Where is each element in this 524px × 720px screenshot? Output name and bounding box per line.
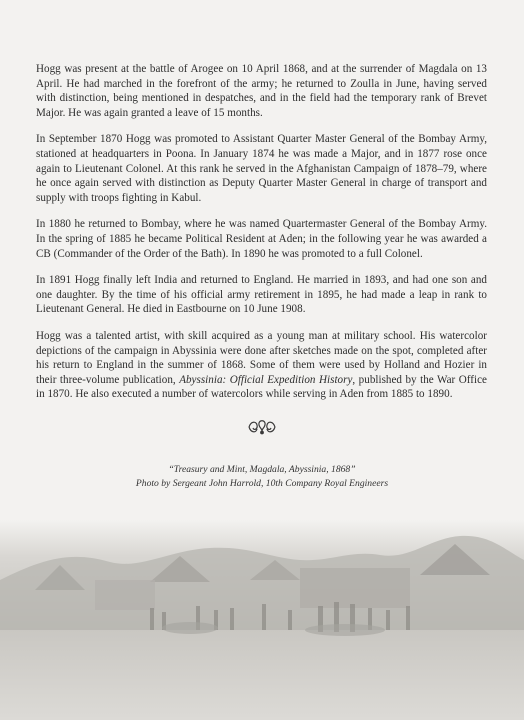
- ornament-icon: [247, 419, 277, 435]
- paragraph-3-text: In 1880 he returned to Bombay, where he was named Quartermaster General of the Bombay Army. In the spring of 1885 he became Political Resident at Aden; in the following year he was awarded a CB (Commander of the Order of the Bath). In 1890 he was promoted to a full Colonel.: [36, 218, 487, 260]
- paragraph-3: [36, 217, 487, 261]
- paragraph-1-text: Hogg was present at the battle of Arogee on 10 April 1868, and at the surrender of Magdala on 13 April. He had marched in the forefront of the army; he returned to Zoulla in June, having served with distinction, being mentioned in despatches, and in the field had the temporary rank of Brevet Major. He was again granted a leave of 15 months.: [36, 63, 487, 119]
- paragraph-4: [36, 273, 487, 317]
- paragraph-1: [36, 62, 487, 120]
- paragraph-5-text-a: Hogg was a talented artist, with skill acquired as a young man at military school. His watercolor depictions of the campaign in Abyssinia were done after sketches made on the spot, completed after his return to England in the summer of 1868. Some of them were used by Holland and Hozier in their three-volume publication,: [36, 329, 487, 386]
- paragraph-2: [36, 132, 487, 205]
- photo-caption: [0, 463, 524, 491]
- caption-credit: Photo by Sergeant John Harrold, 10th Company Royal Engineers: [135, 478, 389, 489]
- caption-title: “Treasury and Mint, Magdala, Abyssinia, 1868”: [168, 464, 356, 475]
- faded-photograph: [0, 520, 524, 720]
- book-title: Abyssinia: Official Expedition History: [179, 373, 353, 386]
- paragraph-5: [36, 329, 487, 402]
- body-text: [36, 62, 487, 414]
- paragraph-4-text: In 1891 Hogg finally left India and returned to England. He married in 1893, and had one son and one daughter. By the time of his official army retirement in 1895, he had made a leap in rank to Lieutenant General. He died in Eastbourne on 10 June 1908.: [36, 274, 487, 316]
- paragraph-2-text: In September 1870 Hogg was promoted to Assistant Quarter Master General of the Bombay Army, stationed at headquarters in Poona. In January 1874 he was made a Major, and in 1877 rose once again to Lieutenant Colonel. At this rank he served in the Afghanistan Campaign of 1878–79, where he once again served with distinction as Deputy Quarter Master General in charge of transport and supply with troops fighting in Kabul.: [36, 133, 487, 204]
- paragraph-5-text-b: , published by the War Office in 1870. He also executed a number of watercolors while serving in Aden from 1885 to 1890.: [36, 373, 487, 401]
